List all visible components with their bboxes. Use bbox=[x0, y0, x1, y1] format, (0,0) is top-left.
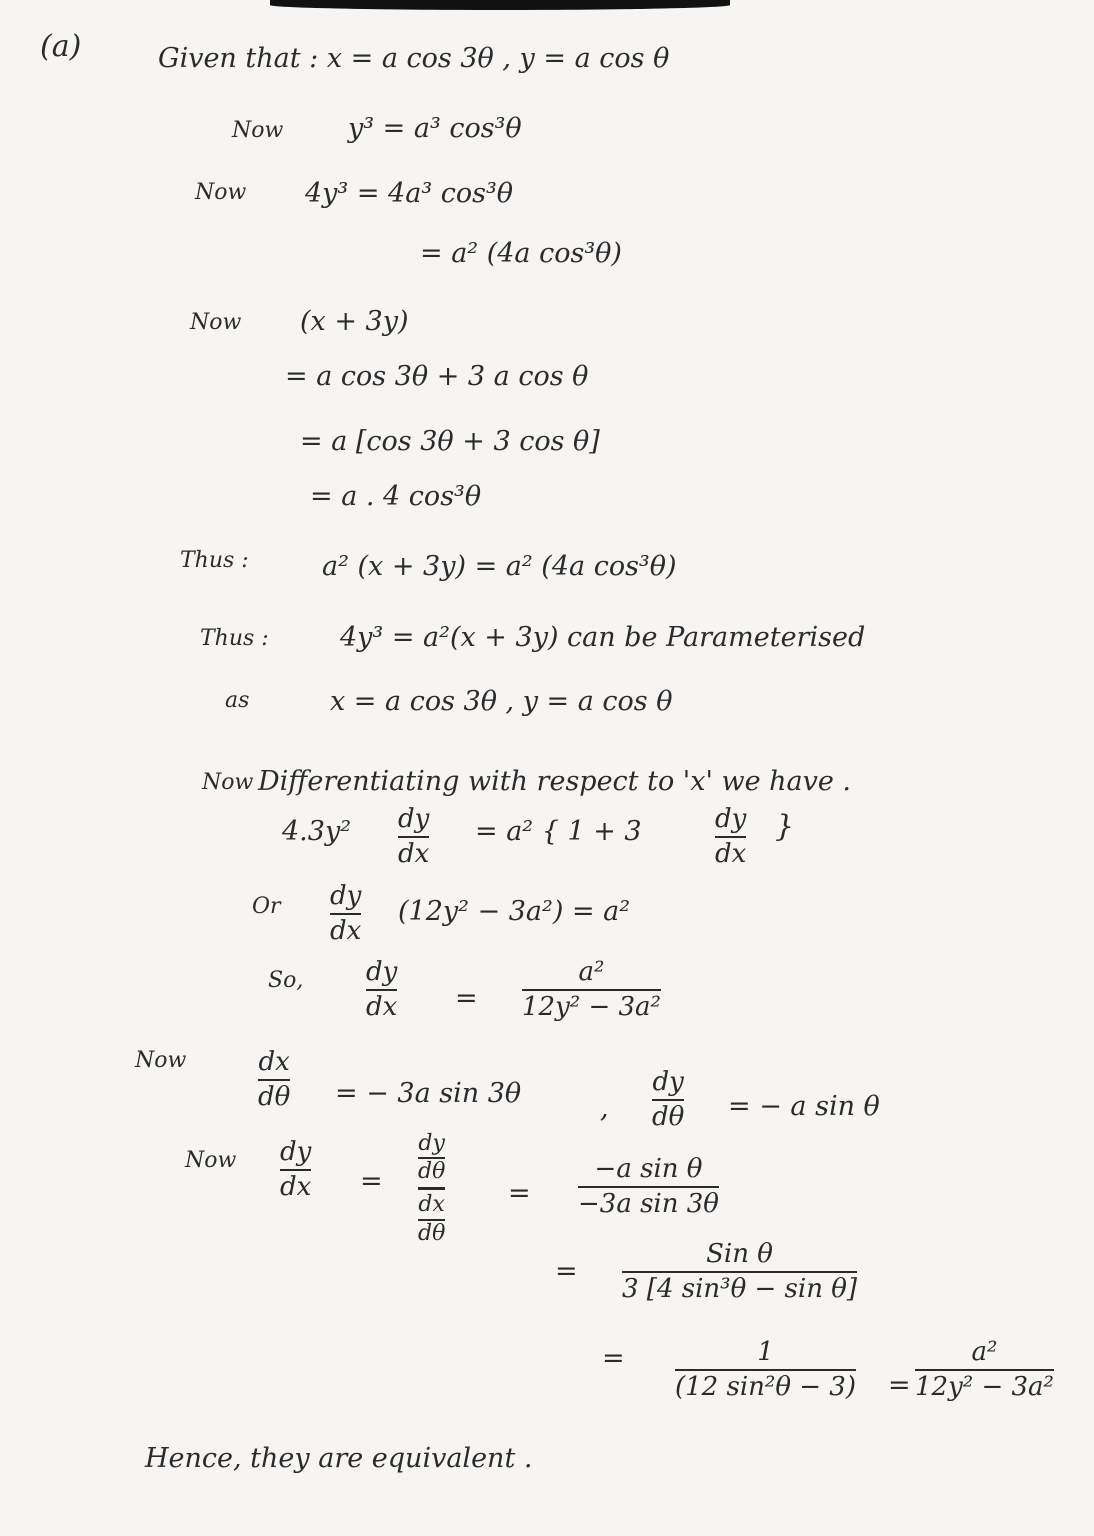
dy-dx-fraction: dy dx bbox=[366, 957, 398, 1022]
now-label: Now bbox=[232, 118, 284, 143]
dydx-result-fraction: a² 12y² − 3a² bbox=[522, 957, 661, 1022]
step2-fraction: Sin θ 3 [4 sin³θ − sin θ] bbox=[622, 1239, 858, 1304]
equation-line: x = a cos 3θ , y = a cos θ bbox=[330, 686, 673, 717]
dy-dtheta-fraction: dy dθ bbox=[652, 1067, 685, 1132]
as-label: as bbox=[225, 688, 250, 713]
equals-sign: = bbox=[360, 1166, 383, 1197]
step3-fraction: 1 (12 sin²θ − 3) bbox=[675, 1337, 856, 1402]
now-label: Now bbox=[202, 770, 254, 795]
so-label: So, bbox=[268, 968, 304, 993]
chain-rule-fraction: dy dθ dx dθ bbox=[418, 1131, 446, 1246]
equation-line: 4y³ = 4a³ cos³θ bbox=[305, 178, 514, 209]
step1-fraction: −a sin θ −3a sin 3θ bbox=[578, 1154, 719, 1219]
or-label: Or bbox=[252, 894, 281, 919]
now-label: Now bbox=[195, 180, 247, 205]
equation-line: (x + 3y) bbox=[300, 306, 409, 337]
equation-line: = a cos 3θ + 3 a cos θ bbox=[285, 361, 589, 392]
dy-dx-fraction: dy dx bbox=[280, 1137, 312, 1202]
thus-label: Thus : bbox=[180, 548, 249, 573]
equals-sign: = bbox=[888, 1370, 911, 1401]
dy-dx-fraction: dy dx bbox=[398, 804, 430, 869]
part-label: (a) bbox=[40, 29, 82, 64]
equals-sign: = bbox=[455, 983, 478, 1014]
step3b-fraction: a² 12y² − 3a² bbox=[915, 1337, 1054, 1402]
equation-line: a² (x + 3y) = a² (4a cos³θ) bbox=[322, 551, 677, 582]
close-brace: } bbox=[775, 809, 795, 844]
equals-sign: = bbox=[555, 1256, 578, 1287]
equation-line: = a . 4 cos³θ bbox=[310, 481, 482, 512]
equation-line: = a² (4a cos³θ) bbox=[420, 238, 622, 269]
thus-label: Thus : bbox=[200, 626, 269, 651]
equals-sign: = bbox=[602, 1343, 625, 1374]
equation-line: = − a sin θ bbox=[728, 1091, 880, 1122]
comma: , bbox=[600, 1093, 609, 1124]
now-label: Now bbox=[185, 1148, 237, 1173]
equation-line: (12y² − 3a²) = a² bbox=[398, 896, 631, 927]
equation-line: 4y³ = a²(x + 3y) can be Parameterised bbox=[340, 622, 866, 653]
now-label: Now bbox=[135, 1048, 187, 1073]
equals-sign: = bbox=[508, 1178, 531, 1209]
equation-line: = − 3a sin 3θ bbox=[335, 1078, 522, 1109]
equation-line: = a [cos 3θ + 3 cos θ] bbox=[300, 426, 600, 457]
dx-dtheta-fraction: dx dθ bbox=[258, 1047, 291, 1112]
differentiating-text: Differentiating with respect to 'x' we have . bbox=[258, 766, 852, 797]
equation-line: = a² { 1 + 3 bbox=[475, 816, 642, 847]
equation-line: y³ = a³ cos³θ bbox=[348, 113, 522, 144]
conclusion-line: Hence, they are equivalent . bbox=[145, 1443, 533, 1474]
given-line: Given that : x = a cos 3θ , y = a cos θ bbox=[158, 43, 670, 74]
equation-line: 4.3y² bbox=[282, 816, 352, 847]
now-label: Now bbox=[190, 310, 242, 335]
dy-dx-fraction: dy dx bbox=[330, 881, 362, 946]
dy-dx-fraction: dy dx bbox=[715, 804, 747, 869]
page-edge-shadow bbox=[270, 0, 730, 10]
